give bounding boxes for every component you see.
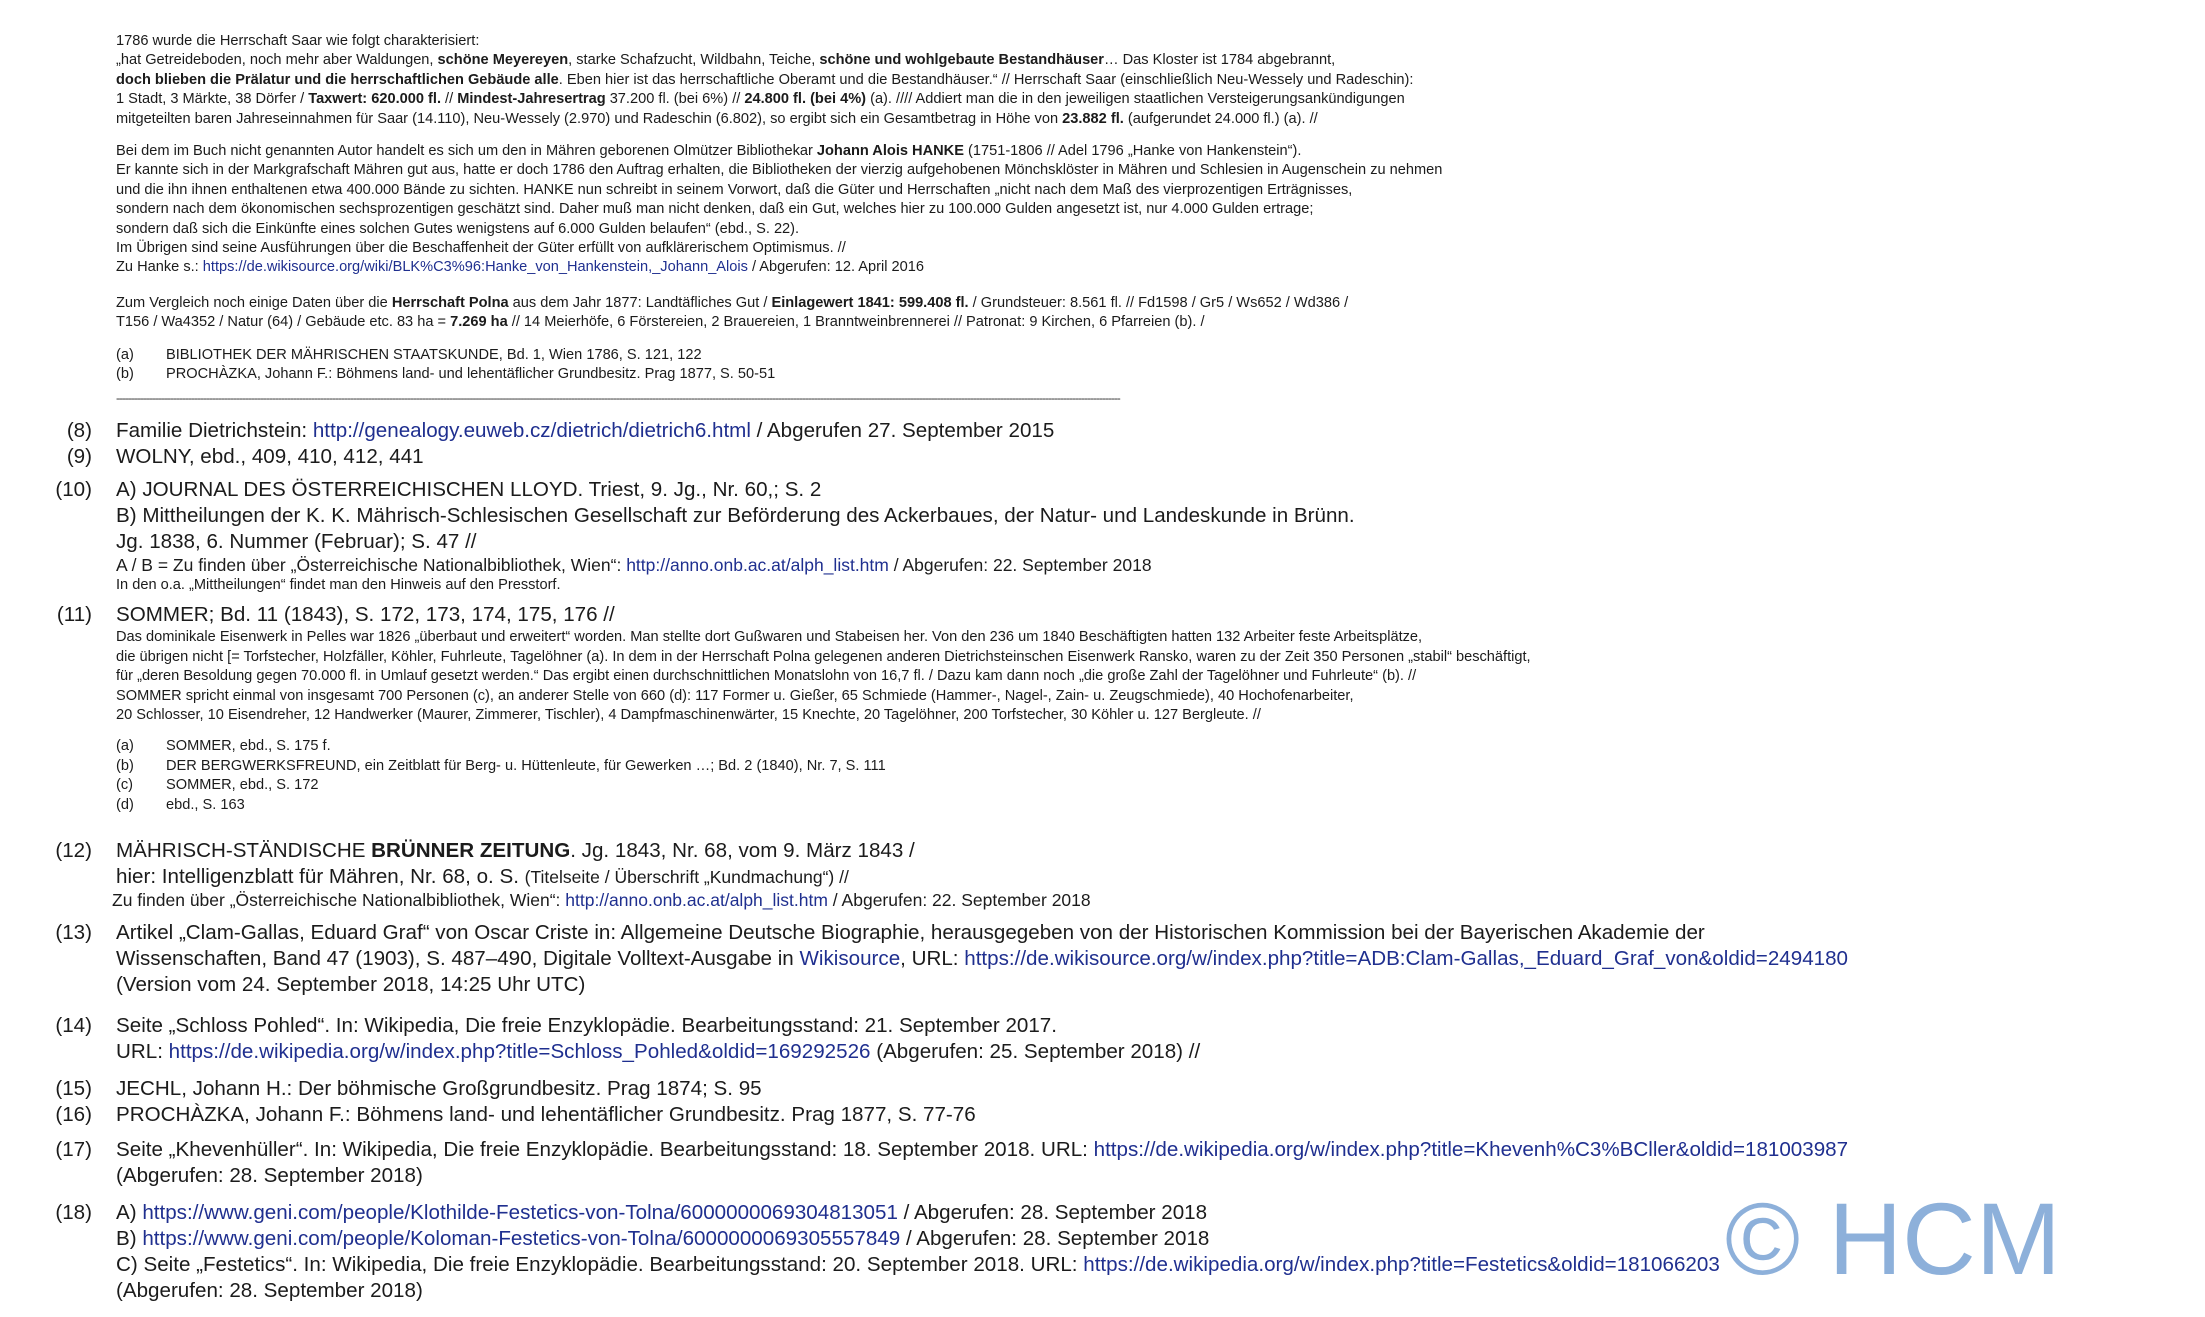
text-line [116, 838, 2205, 864]
footnote-key: (a) [116, 346, 134, 363]
footnote [116, 346, 1756, 365]
text-line [116, 864, 2205, 890]
bold-text: Herrschaft Polna [391, 294, 509, 311]
footnote-key: (a) [116, 738, 134, 755]
text: (a). //// Addiert man die in den jeweiligen staatlichen Versteigerungsankündigungen [866, 91, 1405, 108]
text: // [441, 91, 458, 108]
bold-text: Johann Alois HANKE [816, 143, 964, 160]
top-footnotes [116, 346, 1756, 385]
text: / Grundsteuer: 8.561 fl. // Fd1598 / Gr5 / Ws652 / Wd386 / [968, 294, 1349, 311]
adb-clam-gallas-link[interactable]: https://de.wikisource.org/w/index.php?title=ADB:Clam-Gallas,_Eduard_Graf_von&oldid=2494180 [964, 947, 1849, 971]
text: Bei dem im Buch nicht genannten Autor handelt es sich um den in Mähren geborenen Olmützer Bibliothekar [116, 143, 817, 160]
text-line: 20 Schlosser, 10 Eisendreher, 12 Handwerker (Maurer, Zimmerer, Tischler), 4 Dampfmaschinenwärter, 15 Knechte, 20 Tagelöhner, 200 Torfstecher, 30 Köhler u. 127 Bergleute. // [116, 707, 1261, 724]
text: MÄHRISCH-STÄNDISCHE [116, 839, 372, 863]
text-line [116, 110, 1756, 129]
text: (1751-1806 // Adel 1796 „Hanke von Hankenstein“). [963, 143, 1302, 160]
bold-text: 23.882 fl. [1062, 110, 1124, 127]
text: // 14 Meierhöfe, 6 Förstereien, 2 Brauereien, 1 Branntweinbrennerei // Patronat: 9 Kirchen, 6 Pfarreien (b). / [507, 314, 1205, 331]
text: Zu finden über „Österreichische Nationalbibliothek, Wien“: [112, 890, 566, 911]
footnote-text: SOMMER, ebd., S. 172 [166, 777, 319, 794]
khevenhueller-link[interactable]: https://de.wikipedia.org/w/index.php?title=Khevenh%C3%BCller&oldid=181003987 [1093, 1138, 1849, 1162]
bold-text: 24.800 fl. (bei 4%) [744, 91, 867, 108]
text-line [116, 946, 2205, 972]
text-line [116, 555, 2205, 576]
text: Zu Hanke s.: [116, 259, 203, 276]
text-line: (Abgerufen: 28. September 2018) [116, 1164, 423, 1188]
text-line: JECHL, Johann H.: Der böhmische Großgrundbesitz. Prag 1874; S. 95 [116, 1077, 762, 1101]
text: . Eben hier ist das herrschaftliche Oberamt und die Bestandhäuser.“ // Herrschaft Saar (einschließlich Neu-Wessely und Radeschin): [558, 71, 1414, 88]
text-line: Er kannte sich in der Markgrafschaft Mähren gut aus, hatte er doch 1786 den Auftrag erhalten, die Bibliotheken der vierzig aufgehobenen Mönchsklöster in Mähren und Schlesien in Augenschein zu nehmen [116, 162, 1443, 179]
reference-number: (12) [55, 839, 92, 863]
text: / Abgerufen: 28. September 2018 [897, 1201, 1208, 1225]
bold-text: BRÜNNER ZEITUNG [371, 839, 571, 863]
text-line [116, 294, 1756, 313]
text: (aufgerundet 24.000 fl.) (a). // [1123, 110, 1318, 127]
text-line: B) Mittheilungen der K. K. Mährisch-Schlesischen Gesellschaft zur Beförderung des Ackerbaues, der Natur- und Landeskunde in Brünn. [116, 504, 1355, 527]
text-line: sondern daß sich die Einkünfte eines solchen Gutes wenigstens auf 6.000 Gulden belaufen“ (ebd., S. 22). [116, 220, 800, 237]
bold-text: schöne Meyereyen [437, 52, 569, 69]
text-line: Seite „Schloss Pohled“. In: Wikipedia, Die freie Enzyklopädie. Bearbeitungsstand: 21. September 2017. [116, 1014, 1057, 1038]
text-line: Im Übrigen sind seine Ausführungen über die Beschaffenheit der Güter erfüllt von aufklärerischem Optimismus. // [116, 240, 846, 257]
text-line [116, 71, 1756, 90]
text: / Abgerufen: 28. September 2018 [900, 1227, 1210, 1251]
reference-number: (15) [55, 1077, 92, 1101]
saar-note [116, 32, 1756, 129]
text: Seite „Khevenhüller“. In: Wikipedia, Die freie Enzyklopädie. Bearbeitungsstand: 18. September 2018. URL: [116, 1138, 1094, 1162]
text: , URL: [900, 947, 965, 971]
text-line: Jg. 1838, 6. Nummer (Februar); S. 47 // [116, 530, 477, 553]
hanke-note [116, 142, 1756, 278]
reference-8 [0, 418, 2205, 444]
text-line [116, 258, 1756, 277]
footnote-text: ebd., S. 163 [166, 796, 245, 813]
reference-11 [0, 602, 2205, 815]
text: / Abgerufen 27. September 2015 [750, 419, 1055, 442]
footnote [116, 757, 2205, 776]
text: C) Seite „Festetics“. In: Wikipedia, Die freie Enzyklopädie. Bearbeitungsstand: 20. September 2018. URL: [116, 1253, 1084, 1277]
text: 1786 wurde die Herrschaft Saar wie folgt charakterisiert: [116, 33, 480, 49]
bold-text: schöne und wohlgebaute Bestandhäuser [819, 52, 1104, 69]
text-line: für „deren Besoldung gegen 70.000 fl. in Umlauf gesetzt werden.“ Das ergibt einen durchschnittlichen Monatslohn von 16,7 fl. / Dazu kam dann noch „die große Zahl der Tagelöhner und Fuhrleute“ (b). // [116, 668, 1417, 685]
footnote-key: (d) [116, 796, 134, 813]
text-line: die übrigen nicht [= Torfstecher, Holzfäller, Köhler, Fuhrleute, Tagelöhner (a). In dem in der Herrschaft Polna gelegenen anderen Dietrichsteinschen Eisenwerk Ransko, waren zu der Zeit 350 Personen „stabil“ beschäftigt, [116, 648, 1531, 665]
reference-number: (13) [55, 921, 92, 945]
reference-number: (8) [66, 419, 92, 442]
text-line [112, 890, 2205, 911]
text-line [116, 142, 1756, 161]
text-line: (Abgerufen: 28. September 2018) [116, 1279, 423, 1303]
bold-text: Mindest-Jahresertrag [457, 91, 606, 108]
reference-10 [0, 477, 2205, 595]
text-line [116, 313, 1756, 332]
genealogy-link[interactable]: http://genealogy.euweb.cz/dietrich/dietrich6.html [312, 419, 751, 442]
reference-number: (16) [55, 1103, 92, 1127]
top-notes [116, 32, 1756, 405]
text: Wissenschaften, Band 47 (1903), S. 487–490, Digitale Volltext-Ausgabe in [116, 947, 800, 971]
text: Familie Dietrichstein: [116, 419, 313, 442]
text: B) [116, 1227, 143, 1251]
reference-13 [0, 920, 2205, 998]
footnote-key: (c) [116, 777, 134, 794]
reference-number: (18) [55, 1201, 92, 1225]
text-line: A) JOURNAL DES ÖSTERREICHISCHEN LLOYD. Triest, 9. Jg., Nr. 60,; S. 2 [116, 478, 822, 501]
separator-line: ----------------------------------------------------------------------------------------------------------------------------------------------------------------------------------------------------------------------------------------------------------------------------------------------------------------------------------------------- [116, 390, 1120, 405]
reference-number: (17) [55, 1138, 92, 1162]
text-line: SOMMER; Bd. 11 (1843), S. 172, 173, 174, 175, 176 // [116, 603, 615, 627]
text: . Jg. 1843, Nr. 68, vom 9. März 1843 / [570, 839, 915, 863]
bold-text: 7.269 ha [450, 314, 508, 331]
text: 1 Stadt, 3 Märkte, 38 Dörfer / [116, 91, 309, 108]
footnote-text: PROCHÀZKA, Johann F.: Böhmens land- und lehentäflicher Grundbesitz. Prag 1877, S. 50-51 [166, 366, 776, 383]
text: / Abgerufen: 12. April 2016 [747, 259, 925, 276]
text-line: Das dominikale Eisenwerk in Pelles war 1826 „überbaut und erweitert“ worden. Man stellte dort Gußwaren und Stabeisen her. Von den 236 um 1840 Beschäftigten hatten 132 Arbeiter feste Arbeitsplätze, [116, 629, 1423, 646]
reference-number: (11) [56, 603, 92, 627]
text-line [116, 90, 1756, 109]
bold-text: Einlagewert 1841: 599.408 fl. [771, 294, 969, 311]
reference-list [0, 418, 2205, 1304]
text-line: (Version vom 24. September 2018, 14:25 Uhr UTC) [116, 973, 586, 997]
text-line [116, 1039, 2205, 1065]
text-line: SOMMER spricht einmal von insgesamt 700 Personen (c), an anderer Stelle von 660 (d): 117 Former u. Gießer, 65 Schmiede (Hammer-, Nagel-, Zain- u. Zeugschmiede), 40 Hochofenarbeiter, [116, 687, 1354, 704]
reference-16 [0, 1102, 2205, 1128]
reference-15 [0, 1076, 2205, 1102]
text-line: und die ihn ihnen enthaltenen etwa 400.000 Bände zu sichten. HANKE nun schreibt in seinem Vorwort, daß die Güter und Herrschaften „nicht nach dem Maß des vierprozentigen Erträgnisses, [116, 181, 1353, 198]
reference-number: (14) [55, 1014, 92, 1038]
footnote-text: SOMMER, ebd., S. 175 f. [166, 738, 331, 755]
text: T156 / Wa4352 / Natur (64) / Gebäude etc. 83 ha = [116, 314, 451, 331]
text: „hat Getreideboden, noch mehr aber Waldungen, [116, 52, 438, 69]
footnote-key: (b) [116, 757, 134, 774]
footnote-text: DER BERGWERKSFREUND, ein Zeitblatt für Berg- u. Hüttenleute, für Gewerken …; Bd. 2 (1840), Nr. 7, S. 111 [166, 757, 886, 774]
text-line [116, 1137, 2205, 1163]
reference-14 [0, 1013, 2205, 1065]
text-line: WOLNY, ebd., 409, 410, 412, 441 [116, 445, 424, 468]
footnote-key: (b) [116, 366, 134, 383]
text: / Abgerufen: 22. September 2018 [888, 555, 1152, 575]
polna-note [116, 294, 1756, 333]
text: aus dem Jahr 1877: Landtäfliches Gut / [508, 294, 772, 311]
text-line: In den o.a. „Mittheilungen“ findet man den Hinweis auf den Presstorf. [116, 577, 561, 593]
text-line: sondern nach dem ökonomischen sechsprozentigen geschätzt sind. Daher muß man nicht denken, daß ein Gut, welches hier zu 100.000 Gulden angesetzt ist, nur 4.000 Gulden ertrage; [116, 201, 1314, 218]
text-line: Artikel „Clam-Gallas, Eduard Graf“ von Oscar Criste in: Allgemeine Deutsche Biographie, herausgegeben von der Historischen Kommission bei der Bayerischen Akademie der [116, 921, 1705, 945]
text: A / B = Zu finden über „Österreichische Nationalbibliothek, Wien“: [116, 555, 627, 575]
text: (Abgerufen: 25. September 2018) // [870, 1040, 1201, 1064]
text: A) [116, 1201, 143, 1225]
text: (Titelseite / Überschrift „Kundmachung“) // [524, 867, 849, 888]
text-line [116, 32, 1756, 51]
text: … Das Kloster ist 1784 abgebrannt, [1103, 52, 1336, 69]
text: 37.200 fl. (bei 6%) // [605, 91, 745, 108]
text: mitgeteilten baren Jahreseinnahmen für Saar (14.110), Neu-Wessely (2.970) und Radeschin (6.802), so ergibt sich ein Gesamtbetrag in Höhe von [116, 110, 1063, 127]
reference-number: (9) [66, 445, 92, 468]
text: / Abgerufen: 22. September 2018 [827, 890, 1091, 911]
wikisource-link[interactable]: Wikisource [799, 947, 901, 971]
copyright-watermark: © HCM [1725, 1182, 2061, 1296]
bold-text: doch blieben die Prälatur und die herrschaftlichen Gebäude alle [116, 71, 559, 88]
festetics-link[interactable]: https://de.wikipedia.org/w/index.php?title=Festetics&oldid=181066203 [1083, 1253, 1720, 1277]
reference-9 [0, 444, 2205, 470]
text-line [116, 51, 1756, 70]
footnote [116, 365, 1756, 384]
geni-klothilde-link[interactable]: https://www.geni.com/people/Klothilde-Festetics-von-Tolna/6000000069304813051 [142, 1201, 898, 1225]
geni-koloman-link[interactable]: https://www.geni.com/people/Koloman-Festetics-von-Tolna/6000000069305557849 [142, 1227, 901, 1251]
text: , starke Schafzucht, Wildbahn, Teiche, [568, 52, 820, 69]
anno-onb-link[interactable]: http://anno.onb.ac.at/alph_list.htm [565, 890, 828, 911]
reference-12 [0, 838, 2205, 911]
text-line: PROCHÀZKA, Johann F.: Böhmens land- und lehentäflicher Grundbesitz. Prag 1877, S. 77-76 [116, 1103, 976, 1127]
text: URL: [116, 1040, 169, 1064]
text: Zum Vergleich noch einige Daten über die [116, 294, 392, 311]
text-line [116, 418, 2205, 444]
footnote [116, 776, 2205, 795]
footnote-text: BIBLIOTHEK DER MÄHRISCHEN STAATSKUNDE, Bd. 1, Wien 1786, S. 121, 122 [166, 346, 702, 363]
schloss-pohled-link[interactable]: https://de.wikipedia.org/w/index.php?title=Schloss_Pohled&oldid=169292526 [168, 1040, 871, 1064]
anno-onb-link[interactable]: http://anno.onb.ac.at/alph_list.htm [626, 555, 889, 575]
footnote [116, 796, 2205, 815]
bold-text: Taxwert: 620.000 fl. [308, 91, 441, 108]
wikisource-hanke-link[interactable]: https://de.wikisource.org/wiki/BLK%C3%96:Hanke_von_Hankenstein,_Johann_Alois [202, 259, 748, 276]
footnote [116, 737, 2205, 756]
reference-number: (10) [55, 478, 92, 501]
text: hier: Intelligenzblatt für Mähren, Nr. 68, o. S. [116, 865, 525, 889]
